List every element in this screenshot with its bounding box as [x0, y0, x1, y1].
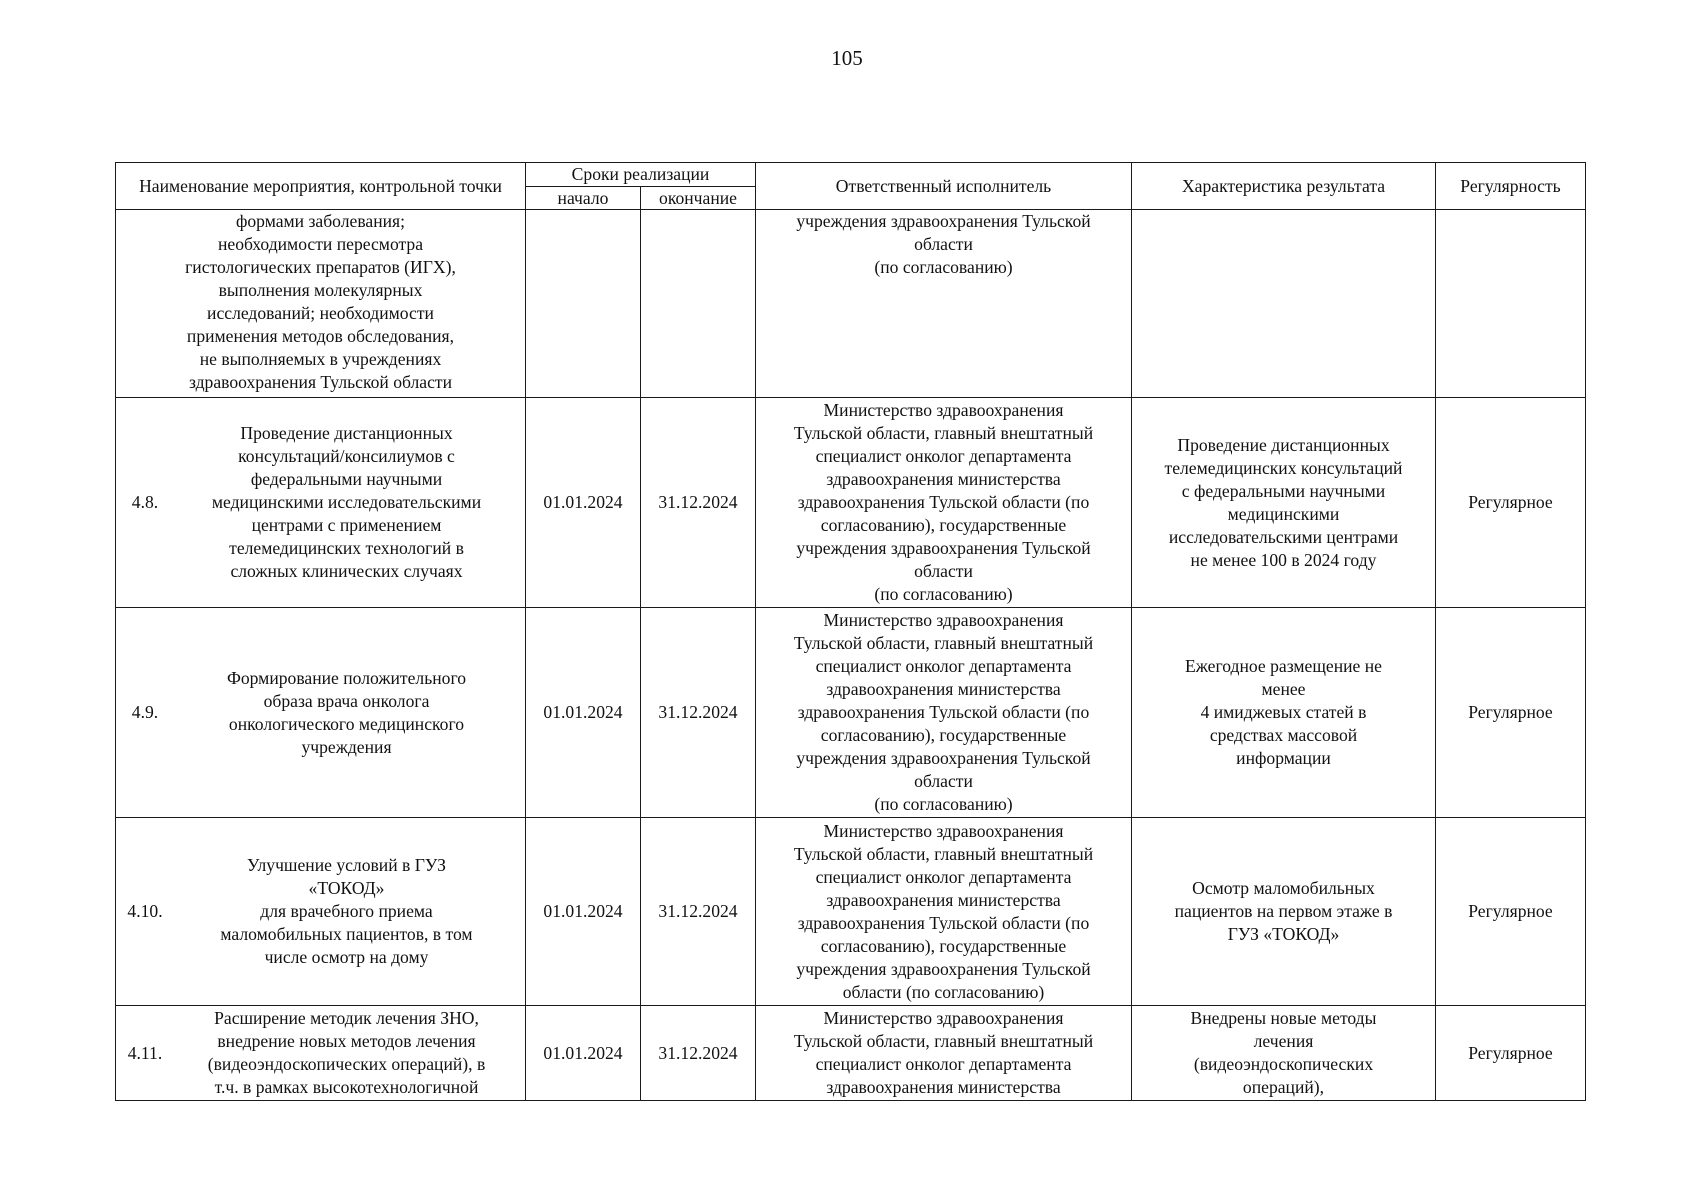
continuation-name: формами заболевания; необходимости пересмотра гистологических препаратов (ИГХ), выполнения молекулярных исследований; необходимости применения методов обследования, не выполняемых в учреждениях здравоохранения Тульской области	[116, 210, 526, 398]
activity-plan-table	[115, 162, 1586, 1101]
header-end: окончание	[641, 187, 756, 210]
header-regularity: Регулярность	[1436, 163, 1586, 210]
row-executor: Министерство здравоохранения Тульской области, главный внештатный специалист онколог департамента здравоохранения министерства здравоохранения Тульской области (по согласованию), государственные учреждения здравоохранения Тульской области (по согласованию)	[756, 398, 1132, 608]
row-start: 01.01.2024	[526, 1006, 641, 1101]
row-number: 4.10.	[127, 901, 163, 921]
continuation-result	[1132, 210, 1436, 398]
row-end: 31.12.2024	[641, 398, 756, 608]
table-row	[116, 608, 1586, 818]
row-name-cell	[116, 818, 526, 1006]
row-name: Улучшение условий в ГУЗ «ТОКОД» для врачебного приема маломобильных пациентов, в том числе осмотр на дому	[220, 855, 473, 967]
row-number: 4.11.	[127, 1042, 163, 1063]
row-start: 01.01.2024	[526, 818, 641, 1006]
row-result: Осмотр маломобильных пациентов на первом этаже в ГУЗ «ТОКОД»	[1132, 818, 1436, 1006]
row-name-cell	[116, 608, 526, 818]
table-row	[116, 210, 1586, 398]
row-name: Формирование положительного образа врача онколога онкологического медицинского учреждения	[226, 667, 467, 757]
row-result: Ежегодное размещение не менее 4 имиджевых статей в средствах массовой информации	[1132, 608, 1436, 818]
row-name: Расширение методик лечения ЗНО, внедрение новых методов лечения (видеоэндоскопических операций), в т.ч. в рамках высокотехнологичной	[207, 1008, 486, 1097]
page-number: 105	[831, 46, 863, 70]
row-end: 31.12.2024	[641, 1006, 756, 1101]
row-executor: Министерство здравоохранения Тульской области, главный внештатный специалист онколог департамента здравоохранения министерства здравоохранения Тульской области (по согласованию), государственные учреждения здравоохранения Тульской области (по согласованию)	[756, 818, 1132, 1006]
continuation-regularity	[1436, 210, 1586, 398]
row-number: 4.8.	[131, 492, 159, 512]
row-name-cell	[116, 1006, 526, 1101]
header-executor: Ответственный исполнитель	[756, 163, 1132, 210]
row-name-cell	[116, 398, 526, 608]
row-executor: Министерство здравоохранения Тульской области, главный внештатный специалист онколог департамента здравоохранения министерства	[756, 1006, 1132, 1101]
row-regularity: Регулярное	[1436, 1006, 1586, 1101]
row-result: Проведение дистанционных телемедицинских консультаций с федеральными научными медицинскими исследовательскими центрами не менее 100 в 2024 году	[1132, 398, 1436, 608]
table-row	[116, 1006, 1586, 1101]
row-start: 01.01.2024	[526, 398, 641, 608]
row-executor: Министерство здравоохранения Тульской области, главный внештатный специалист онколог департамента здравоохранения министерства здравоохранения Тульской области (по согласованию), государственные учреждения здравоохранения Тульской области (по согласованию)	[756, 608, 1132, 818]
header-start: начало	[526, 187, 641, 210]
row-number: 4.9.	[131, 702, 159, 722]
row-end: 31.12.2024	[641, 818, 756, 1006]
row-start: 01.01.2024	[526, 608, 641, 818]
table-row	[116, 818, 1586, 1006]
continuation-executor: учреждения здравоохранения Тульской области (по согласованию)	[756, 210, 1132, 398]
continuation-start	[526, 210, 641, 398]
row-regularity: Регулярное	[1436, 398, 1586, 608]
row-name: Проведение дистанционных консультаций/консилиумов с федеральными научными медицинскими исследовательскими центрами с применением телемедицинских технологий в сложных клинических случаях	[211, 423, 482, 581]
header-result: Характеристика результата	[1132, 163, 1436, 210]
row-result: Внедрены новые методы лечения (видеоэндоскопических операций),	[1132, 1006, 1436, 1101]
header-name: Наименование мероприятия, контрольной точки	[116, 163, 526, 210]
row-end: 31.12.2024	[641, 608, 756, 818]
row-regularity: Регулярное	[1436, 818, 1586, 1006]
table-row	[116, 398, 1586, 608]
header-row-1	[116, 163, 1586, 187]
row-regularity: Регулярное	[1436, 608, 1586, 818]
continuation-end	[641, 210, 756, 398]
header-terms: Сроки реализации	[526, 163, 756, 187]
